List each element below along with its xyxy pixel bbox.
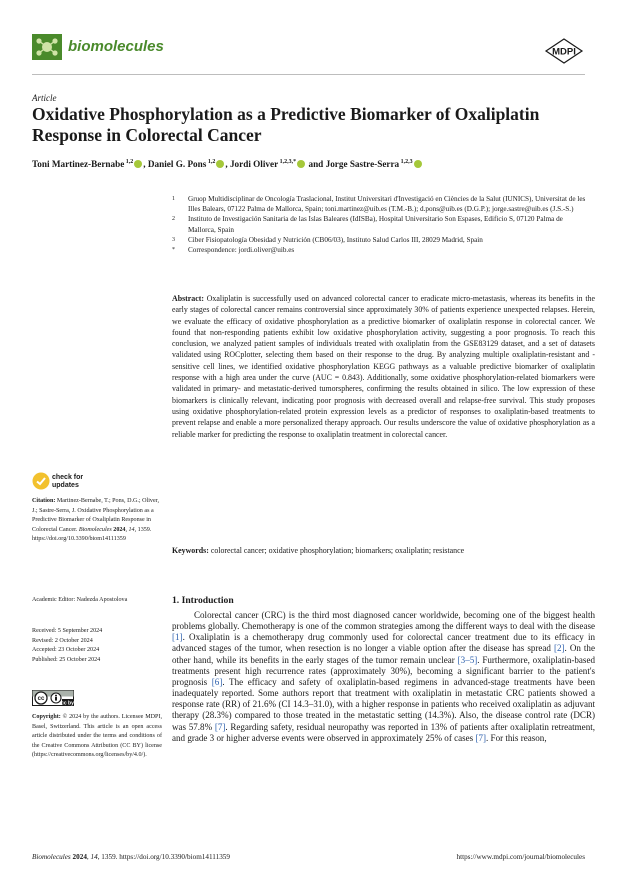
- affiliation-text: Correspondence: jordi.oliver@uib.es: [188, 246, 295, 255]
- footer-year: 2024: [72, 853, 87, 861]
- reference-link[interactable]: [2]: [553, 643, 565, 654]
- citation-label: Citation:: [32, 498, 56, 504]
- author-separator: ,: [143, 159, 148, 170]
- affiliation-item: [172, 235, 592, 245]
- check-for-updates-line1: check for: [52, 474, 84, 481]
- author-separator: and: [306, 159, 326, 170]
- reference-link[interactable]: [1]: [172, 632, 183, 643]
- citation-doi[interactable]: , 1359. https://doi.org/10.3390/biom14111359: [32, 526, 152, 543]
- affiliation-text: Gruop Multidisciplinar de Oncología Traslacional, Institut Universitari d'Investigació en Ciències de la Salut (IUNICS), Universitat de les Illes Balears, 07122 Palma de Mallorca, Spain; toni.martinez@uib.es (T.M.-B.); d.pons@uib.es (D.G.P.); jorge.sastre@uib.es (J.S.-S.): [188, 195, 586, 214]
- reference-link[interactable]: [6]: [211, 676, 223, 687]
- intro-text: . Regarding safety, residual neuropathy was reported in 13% of patients after oxaliplatin retreatment, and grade 3 or higher adverse events were observed in approximately 25% of cases: [172, 721, 595, 743]
- keywords-text: colorectal cancer; oxidative phosphorylation; biomarkers; oxaliplatin; resistance: [210, 546, 465, 555]
- author-list: [32, 159, 592, 169]
- publication-dates: [32, 627, 162, 665]
- publication-date: Accepted: 23 October 2024: [32, 647, 100, 654]
- reference-link[interactable]: [3–5]: [457, 654, 478, 665]
- introduction-paragraph: [172, 610, 595, 744]
- author-name[interactable]: Toni Martinez-Bernabe: [32, 159, 125, 170]
- footer-journal: Biomolecules: [32, 853, 71, 861]
- abstract-text: Oxaliplatin is successfully used on advanced colorectal cancer to eradicate micro-metastasis, whereas its benefits in the early stages of colorectal cancer remains controversial since approximately 30% of patients experience unexpected relapses. Herein, we evaluate the efficacy of oxidative phosphorylation as a predictive biomarker of oxaliplatin response in colorectal cancer. We found that non-responding patients exhibit low oxidative phosphorylation activity, suggesting a poor prognosis. To reach this conclusion, we analyzed patient samples of individuals treated with oxaliplatin from the GSE83129 dataset, and a set of datasets validated using ROCplotter, selecting them based on their response to the drug. By analyzing multiple oxaliplatin-resistant and -sensitive cell lines, we identified oxidative phosphorylation KEGG pathways as a valuable predictive biomarker of oxaliplatin response with a high area under the curve (AUC = 0.843). Additionally, some oxidative phosphorylation-related biomarkers were validated in primary- and metastatic-derived tumorspheres, confirming the results obtained in silico. The low expression of these biomarkers is clinically relevant, indicating poor prognosis with decreased overall and relapse-free survival. This study proposes using oxidative phosphorylation-related protein expression levels as a predictor of responses to oxaliplatin-based treatments to prevent relapse and enable a more personalized therapy approach. Our results underscore the value of oxidative phosphorylation as a reliable marker for predicting the response to oxaliplatin treatment in colorectal cancer.: [172, 294, 595, 439]
- affiliations: [172, 194, 592, 255]
- orcid-icon[interactable]: [414, 160, 422, 168]
- citation-journal: Biomolecules: [78, 526, 112, 533]
- copyright-label: Copyright:: [32, 714, 61, 720]
- abstract-label: Abstract:: [172, 294, 204, 303]
- affiliation-text: Instituto de Investigación Sanitaria de las Islas Baleares (IdISBa), Hospital Universitario Son Espases, Edificio S, 07120 Palma de Mallorca, Spain: [188, 215, 563, 234]
- affiliation-number: 3: [172, 236, 175, 243]
- keywords-label: Keywords:: [172, 546, 209, 555]
- reference-link[interactable]: [7]: [214, 721, 226, 732]
- journal-name: biomolecules: [68, 38, 164, 55]
- citation-block: Citation: Martinez-Bernabe, T.; Pons, D.G.; Oliver, J.; Sastre-Serra, J. Oxidative Phosphorylation as a Predictive Biomarker of Oxaliplatin Response in Colorectal Cancer. Biomolecules 2024, 14, 1359. https://doi.org/10.3390/biom14111359: [32, 498, 159, 543]
- author-affiliation-marker: 1,2,3: [399, 159, 413, 165]
- orcid-icon[interactable]: [297, 160, 305, 168]
- copyright-text: © 2024 by the authors. Licensee MDPI, Basel, Switzerland. This article is an open access article distributed under the terms and conditions of the Creative Commons Attribution (CC BY) license (https://creativecommons.org/licenses/by/4.0/).: [32, 714, 162, 759]
- affiliation-number: 1: [172, 196, 175, 202]
- intro-text: . On the other hand, while its benefits in the early stages of the tumor remain unclear: [172, 643, 595, 665]
- orcid-icon[interactable]: [134, 160, 142, 168]
- copyright-block: [32, 713, 162, 761]
- footer-citation: Biomolecules 2024, 14, 1359. https://doi.org/10.3390/biom14111359: [32, 853, 230, 861]
- affiliation-item: [172, 245, 592, 255]
- section-title-introduction: 1. Introduction: [172, 595, 234, 606]
- footer-journal-url[interactable]: https://www.mdpi.com/journal/biomolecules: [456, 853, 585, 861]
- mdpi-logo-text: MDPI: [552, 46, 576, 58]
- citation-year: 2024: [113, 526, 126, 533]
- affiliation-text: Ciber Fisiopatología Obesidad y Nutrición (CB06/03), Instituto Salud Carlos III, 28029 Madrid, Spain: [188, 235, 483, 244]
- author-affiliation-marker: 1,2: [124, 159, 134, 165]
- affiliation-item: [172, 214, 592, 234]
- check-for-updates-icon[interactable]: [32, 472, 50, 490]
- reference-link[interactable]: [7]: [475, 732, 487, 743]
- check-for-updates-link[interactable]: [52, 474, 83, 490]
- publication-date: Revised: 2 October 2024: [32, 637, 93, 644]
- publication-date: Received: 5 September 2024: [32, 628, 103, 634]
- intro-text: . Furthermore, oxaliplatin-based treatments present high recurrence rates (approximately 30%), becoming a significant barrier to the patient's prognosis: [172, 654, 595, 687]
- cc-badge-text: cc by: [61, 700, 74, 706]
- author-affiliation-marker: 1,2,3,*: [278, 159, 297, 165]
- author-separator: ,: [225, 159, 230, 170]
- biomolecules-logo-icon: [32, 34, 62, 60]
- abstract: [172, 293, 595, 440]
- footer-volume: 14: [90, 853, 98, 861]
- publication-date: Published: 25 October 2024: [32, 656, 101, 663]
- header-divider: [32, 74, 585, 75]
- keywords: [172, 545, 595, 556]
- citation-text: Martinez-Bernabe, T.; Pons, D.G.; Oliver, J.; Sastre-Serra, J. Oxidative Phosphorylation as a Predictive Biomarker of Oxaliplatin Response in Colorectal Cancer.: [32, 498, 159, 533]
- article-title: Oxidative Phosphorylation as a Predictive Biomarker of Oxaliplatin Response in Colorectal Cancer: [32, 104, 540, 145]
- intro-text: . Oxaliplatin is a chemotherapy drug commonly used for colorectal cancer treatment due to its efficacy in advanced stages of the tumor, when resection is no longer a viable option after the disease has spread: [172, 632, 595, 654]
- orcid-icon[interactable]: [216, 160, 224, 168]
- cc-by-license-icon[interactable]: [32, 690, 74, 706]
- affiliation-number: *: [172, 247, 175, 254]
- author-name[interactable]: Jordi Oliver: [229, 159, 279, 170]
- citation-volume: 14: [128, 526, 135, 533]
- author-name[interactable]: Daniel G. Pons: [147, 159, 207, 170]
- intro-text: Colorectal cancer (CRC) is the third most diagnosed cancer worldwide, becoming one of the biggest health problems globally. Chemotherapy is one of the common strategies among the different ways to deal with the disease: [172, 610, 595, 632]
- academic-editor: Academic Editor: Nadezda Apostolova: [32, 597, 128, 603]
- footer-doi[interactable]: , 1359. https://doi.org/10.3390/biom14111359: [97, 853, 230, 861]
- affiliation-item: [172, 194, 592, 214]
- affiliation-number: 2: [172, 216, 175, 223]
- author-name[interactable]: Jorge Sastre-Serra: [325, 159, 400, 170]
- check-for-updates-line2: updates: [52, 482, 79, 489]
- article-type: Article: [32, 93, 57, 103]
- author-affiliation-marker: 1,2: [206, 159, 216, 165]
- intro-text: . For this reason,: [486, 732, 547, 743]
- intro-text: . The efficacy and safety of oxaliplatin-based regimens in advanced-stage treatments have been inadequately reported. Some authors report that treatment with oxaliplatin in metastatic CRC patients showed a response rate (RR) of 21.6% (CI 14.3–31.0), with a higher response in patients who received oxaliplatin as adjuvant therapy (28.3%) compared to those treated in the metastatic setting (14.3%). Also, the disease control rate (DCR) was 57.8%: [172, 676, 596, 732]
- introduction-body: [172, 610, 595, 744]
- mdpi-logo-icon: [544, 38, 584, 64]
- svg-text:cc: cc: [37, 696, 45, 703]
